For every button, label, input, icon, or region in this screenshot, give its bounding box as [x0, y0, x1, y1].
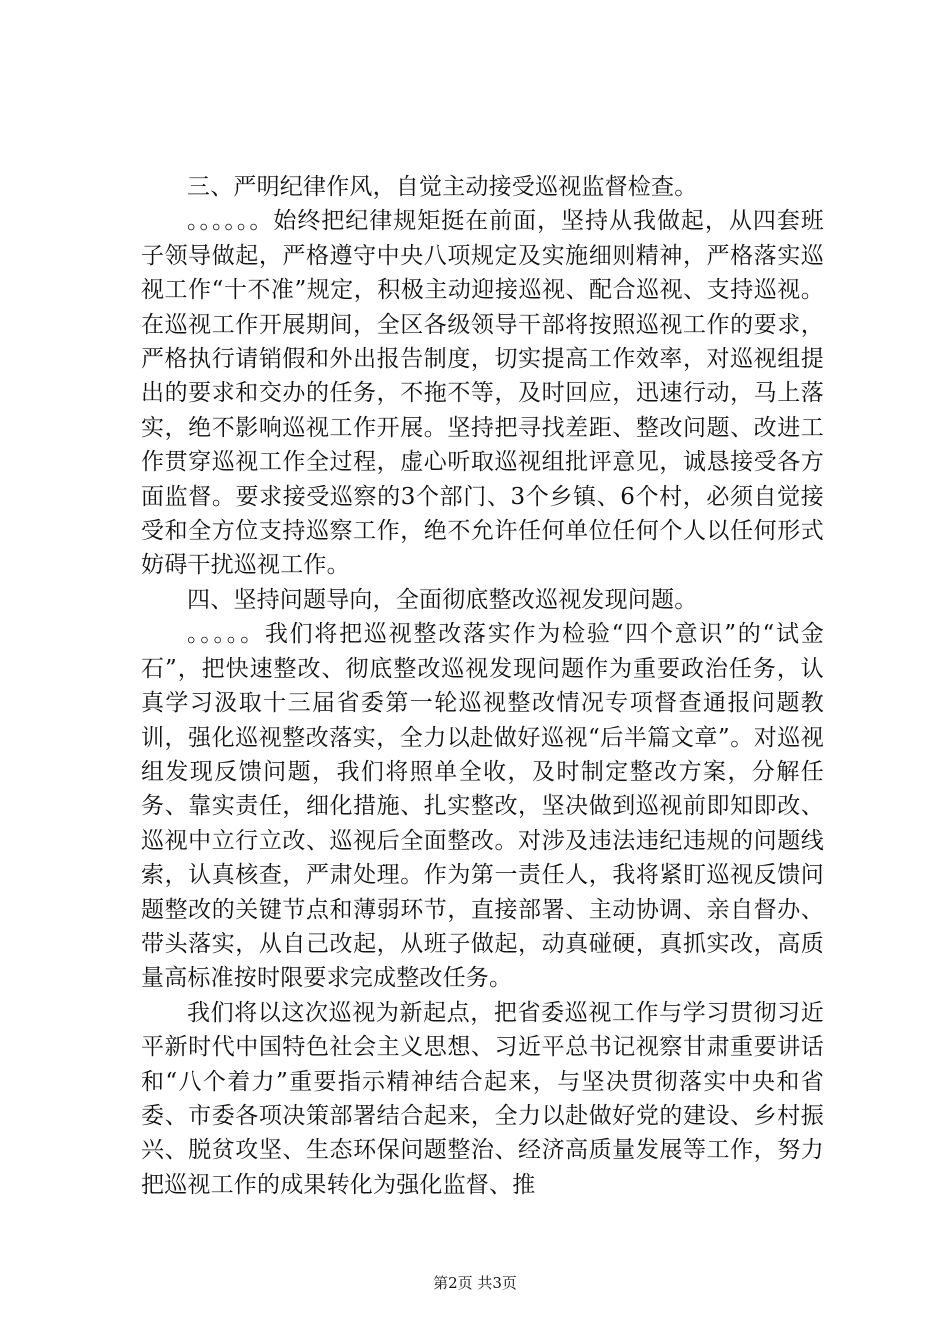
paragraph-rectification: 。。。。。我们将把巡视整改落实作为检验“四个意识”的“试金石”，把快速整改、彻底整改巡视发现问题作为重要政治任务，认真学习汲取十三届省委第一轮巡视整改情况专项督查通报问题教训，强化巡视整改落实，全力以赴做好巡视“后半篇文章”。对巡视组发现反馈问题，我们将照单全收，及时制定整改方案，分解任务、靠实责任，细化措施、扎实整改，坚决做到巡视前即知即改、巡视中立行立改、巡视后全面整改。对涉及违法违纪违规的问题线索，认真核查，严肃处理。作为第一责任人，我将紧盯巡视反馈问题整改的关键节点和薄弱环节，直接部署、主动协调、亲自督办、带头落实，从自己改起，从班子做起，动真碰硬，真抓实改，高质量高标准按时限要求完成整改任务。 — [141, 621, 824, 992]
section-heading-three: 三、严明纪律作风，自觉主动接受巡视监督检查。 — [187, 174, 698, 200]
paragraph-new-starting-point: 我们将以这次巡视为新起点，把省委巡视工作与学习贯彻习近平新时代中国特色社会主义思想、习近平总书记视察甘肃重要讲话和“八个着力”重要指示精神结合起来，与坚决贯彻落实中央和省委、市委各项决策部署结合起来，全力以赴做好党的建设、乡村振兴、脱贫攻坚、生态环保问题整治、经济高质量发展等工作，努力把巡视工作的成果转化为强化监督、推 — [141, 999, 824, 1198]
paragraph-discipline: 。。。。。。始终把纪律规矩挺在前面，坚持从我做起，从四套班子领导做起，严格遵守中央八项规定及实施细则精神，严格落实巡视工作“十不准”规定，积极主动迎接巡视、配合巡视、支持巡视。在巡视工作开展期间，全区各级领导干部将按照巡视工作的要求，严格执行请销假和外出报告制度，切实提高工作效率，对巡视组提出的要求和交办的任务，不拖不等，及时回应，迅速行动，马上落实，绝不影响巡视工作开展。坚持把寻找差距、整改问题、改进工作贯穿巡视工作全过程，虚心听取巡视组批评意见，诚恳接受各方面监督。要求接受巡察的3个部门、3个乡镇、6个村，必须自觉接受和全方位支持巡察工作，绝不允许任何单位任何个人以任何形式妨碍干扰巡视工作。 — [141, 208, 824, 579]
page-number-footer: 第2页 共3页 — [433, 1274, 517, 1292]
document-body — [141, 170, 824, 1202]
section-heading-four: 四、坚持问题导向，全面彻底整改巡视发现问题。 — [187, 586, 698, 613]
